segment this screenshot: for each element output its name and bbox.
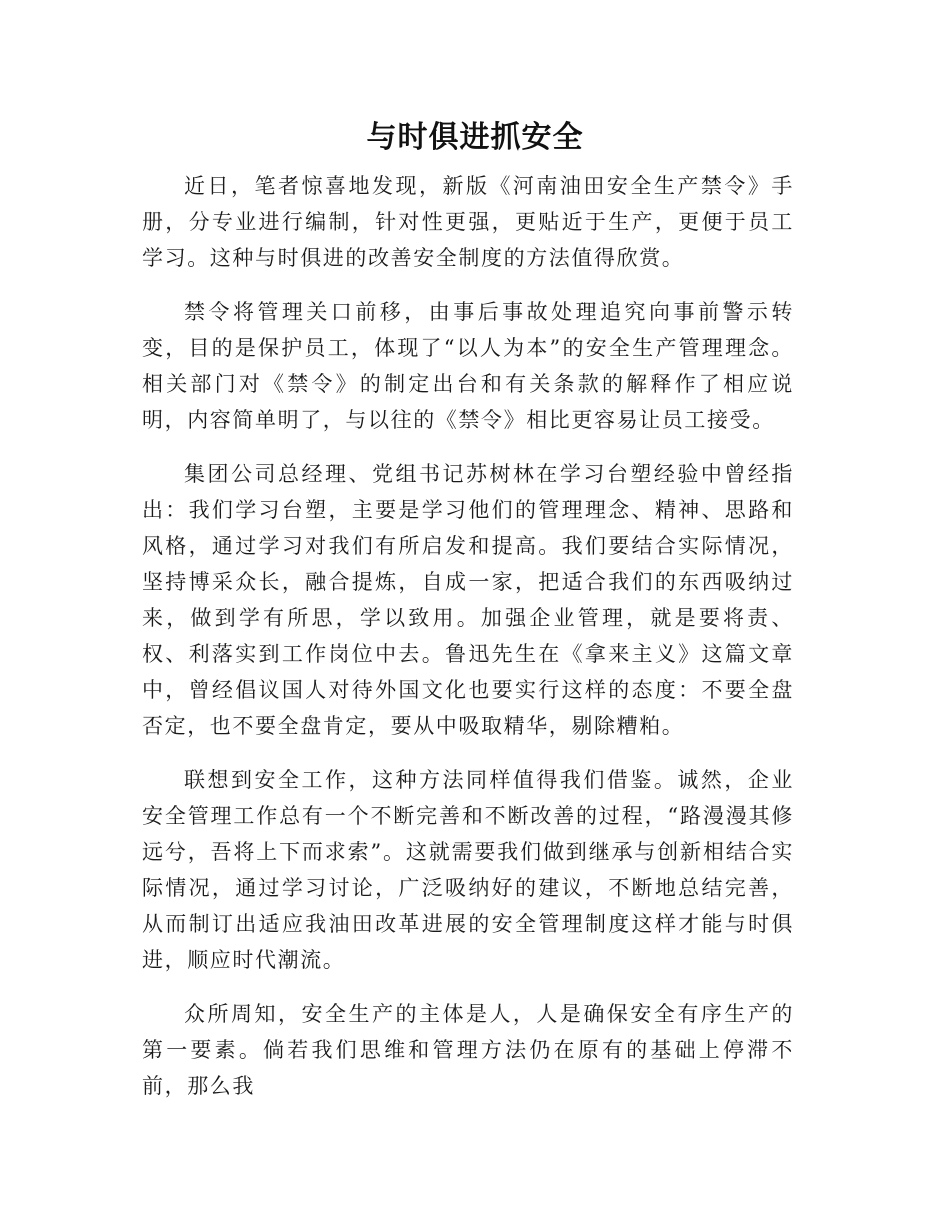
paragraph-5: 众所周知，安全生产的主体是人，人是确保安全有序生产的第一要素。倘若我们思维和管理方法仍在原有的基础上停滞不前，那么我 (142, 1002, 794, 1098)
paragraph-1: 近日，笔者惊喜地发现，新版《河南油田安全生产禁令》手册，分专业进行编制，针对性更强，更贴近于生产，更便于员工学习。这种与时俱进的改善安全制度的方法值得欣赏。 (142, 174, 794, 270)
paragraph-2: 禁令将管理关口前移，由事后事故处理追究向事前警示转变，目的是保护员工，体现了“以人为本”的安全生产管理理念。相关部门对《禁令》的制定出台和有关条款的解释作了相应说明，内容简单明了，与以往的《禁令》相比更容易让员工接受。 (142, 300, 794, 432)
paragraph-3: 集团公司总经理、党组书记苏树林在学习台塑经验中曾经指出：我们学习台塑，主要是学习他们的管理理念、精神、思路和风格，通过学习对我们有所启发和提高。我们要结合实际情况，坚持博采众长，融合提炼，自成一家，把适合我们的东西吸纳过来，做到学有所思，学以致用。加强企业管理，就是要将责、权、利落实到工作岗位中去。鲁迅先生在《拿来主义》这篇文章中，曾经倡议国人对待外国文化也要实行这样的态度：不要全盘否定，也不要全盘肯定，要从中吸取精华，剔除糟粕。 (142, 462, 794, 738)
paragraph-4: 联想到安全工作，这种方法同样值得我们借鉴。诚然，企业安全管理工作总有一个不断完善和不断改善的过程，“路漫漫其修远兮，吾将上下而求索”。这就需要我们做到继承与创新相结合实际情况，通过学习讨论，广泛吸纳好的建议，不断地总结完善，从而制订出适应我油田改革进展的安全管理制度这样才能与时俱进，顺应时代潮流。 (142, 768, 794, 972)
document-body (142, 168, 794, 1122)
document-title: 与时俱进抓安全 (366, 120, 584, 155)
